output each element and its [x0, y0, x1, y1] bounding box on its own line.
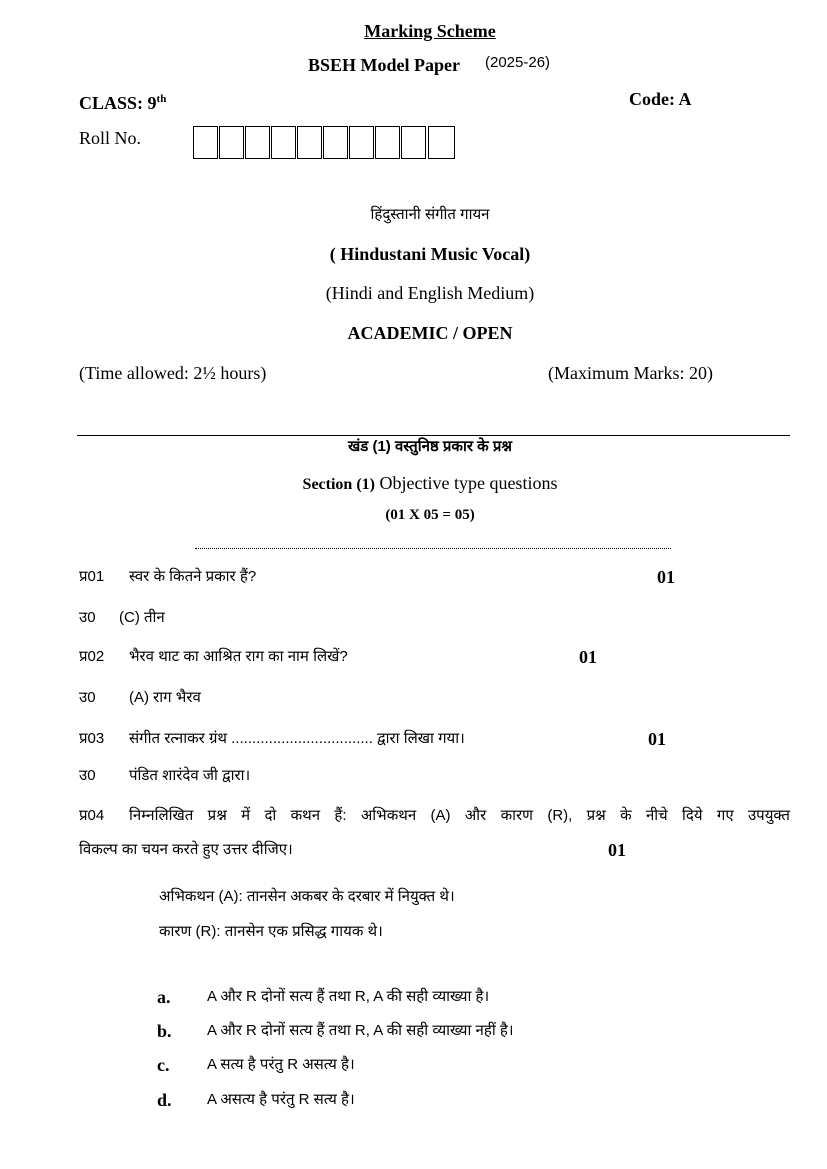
class-sup: th	[156, 93, 167, 105]
roll-box[interactable]	[349, 126, 374, 159]
question-text-cont: विकल्प का चयन करते हुए उत्तर दीजिए।	[79, 841, 293, 858]
answer-label: उ0	[79, 609, 96, 626]
section-title	[0, 472, 827, 496]
option-text: A और R दोनों सत्य हैं तथा R, A की सही व्याख्या है।	[207, 988, 490, 1005]
question-text: स्वर के कितने प्रकार हैं?	[129, 568, 257, 585]
roll-box[interactable]	[428, 126, 455, 159]
question-number: प्र02	[79, 648, 105, 665]
answer-label: उ0	[79, 689, 96, 706]
stream: ACADEMIC / OPEN	[347, 323, 513, 343]
maximum-marks: (Maximum Marks: 20)	[548, 363, 713, 383]
dotted-divider	[195, 548, 671, 549]
section-english: Objective type questions	[374, 473, 558, 493]
roll-box[interactable]	[271, 126, 296, 159]
time-allowed: (Time allowed: 2½ hours)	[79, 363, 267, 383]
doc-title: Marking Scheme	[364, 21, 496, 41]
answer-text: (A) राग भैरव	[129, 689, 201, 706]
roll-box[interactable]	[401, 126, 426, 159]
roll-box[interactable]	[297, 126, 322, 159]
option-label: d.	[157, 1090, 172, 1110]
code-label: Code: A	[629, 89, 692, 109]
roll-box[interactable]	[219, 126, 244, 159]
option-label: c.	[157, 1055, 170, 1075]
medium: (Hindi and English Medium)	[325, 283, 535, 303]
option-text: A असत्य है परंतु R सत्य है।	[207, 1091, 355, 1108]
question-number: प्र01	[79, 568, 105, 585]
roll-box[interactable]	[323, 126, 348, 159]
answer-text: पंडित शारंदेव जी द्वारा।	[129, 767, 251, 784]
subject-english: ( Hindustani Music Vocal)	[329, 244, 531, 264]
class-text: CLASS: 9	[79, 93, 157, 113]
option-label: a.	[157, 987, 171, 1007]
answer-text: (C) तीन	[119, 609, 165, 626]
question-number: प्र04	[79, 807, 105, 824]
question-text: निम्नलिखित प्रश्न में दो कथन हैं: अभिकथन (A) और कारण (R), प्रश्न के नीचे दिये गए उपयुक्त	[129, 807, 790, 824]
section-hindi: खंड (1) वस्तुनिष्ठ प्रकार के प्रश्न	[348, 438, 512, 455]
question-text: भैरव थाट का आश्रित राग का नाम लिखें?	[129, 648, 348, 665]
roll-box[interactable]	[193, 126, 218, 159]
class-label	[79, 88, 166, 114]
roll-label: Roll No.	[79, 128, 142, 148]
section-marks: (01 X 05 = 05)	[385, 507, 475, 523]
question-marks: 01	[608, 840, 626, 860]
reason: कारण (R): तानसेन एक प्रसिद्ध गायक थे।	[159, 923, 383, 940]
question-number: प्र03	[79, 730, 105, 747]
question-text: संगीत रत्नाकर ग्रंथ .................................. द्वारा लिखा गया।	[129, 730, 465, 747]
subject-hindi: हिंदुस्तानी संगीत गायन	[370, 206, 490, 223]
question-marks: 01	[579, 647, 597, 667]
question-marks: 01	[657, 567, 675, 587]
paper-title: BSEH Model Paper	[308, 55, 460, 75]
paper-year: (2025-26)	[485, 54, 551, 71]
assertion: अभिकथन (A): तानसेन अकबर के दरबार में नियुक्त थे।	[159, 888, 455, 905]
option-text: A सत्य है परंतु R असत्य है।	[207, 1056, 355, 1073]
question-marks: 01	[648, 729, 666, 749]
option-text: A और R दोनों सत्य हैं तथा R, A की सही व्याख्या नहीं है।	[207, 1022, 514, 1039]
answer-label: उ0	[79, 767, 96, 784]
roll-box[interactable]	[375, 126, 400, 159]
roll-box[interactable]	[245, 126, 270, 159]
section-bold: Section (1)	[302, 476, 375, 493]
option-label: b.	[157, 1021, 172, 1041]
